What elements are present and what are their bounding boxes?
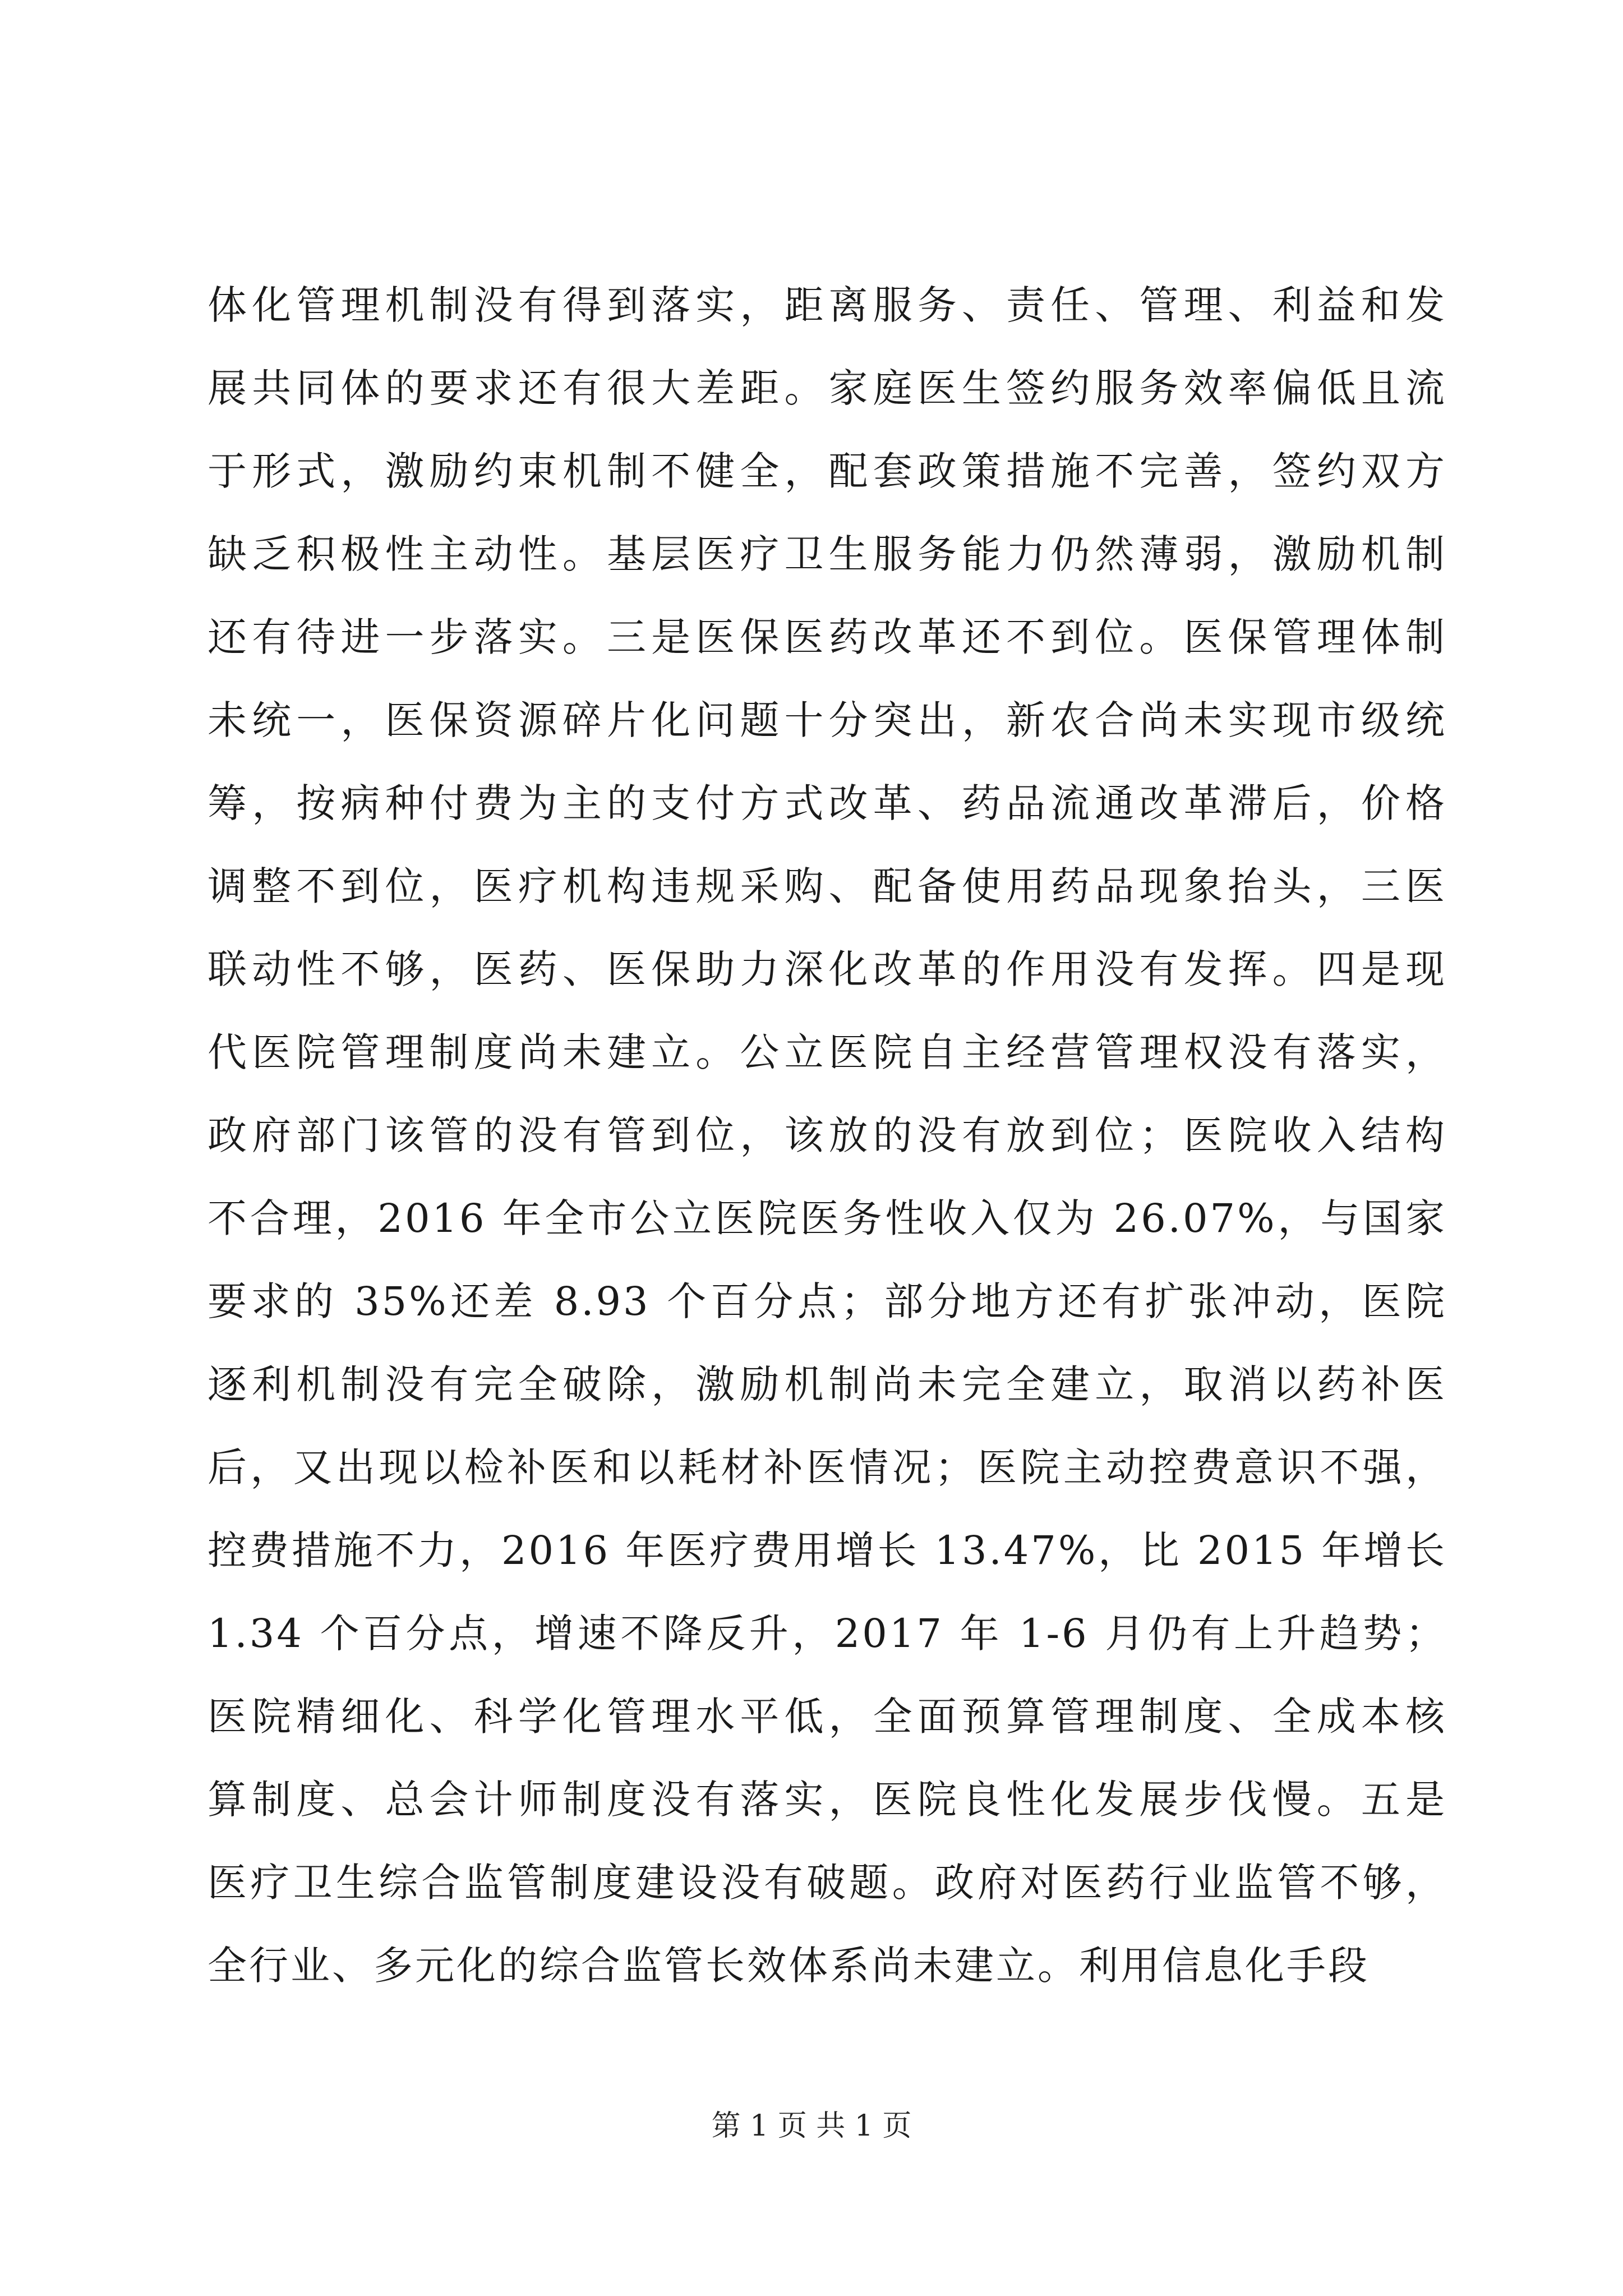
page-footer xyxy=(0,2106,1623,2146)
text-line: 体化管理机制没有得到落实，距离服务、责任、管理、利益和发 xyxy=(208,282,1447,328)
text-line: 代医院管理制度尚未建立。公立医院自主经营管理权没有落实， xyxy=(208,1029,1447,1075)
text-line: 后，又出现以检补医和以耗材补医情况；医院主动控费意识不强， xyxy=(208,1444,1447,1490)
text-line: 不合理，2016 年全市公立医院医务性收入仅为 26.07%，与国家 xyxy=(208,1195,1447,1241)
text-line: 要求的 35%还差 8.93 个百分点；部分地方还有扩张冲动，医院 xyxy=(208,1278,1447,1324)
text-line: 政府部门该管的没有管到位，该放的没有放到位；医院收入结构 xyxy=(208,1112,1447,1158)
text-line: 医疗卫生综合监管制度建设没有破题。政府对医药行业监管不够， xyxy=(208,1860,1447,1906)
page-number: 第 1 页 共 1 页 xyxy=(711,2109,912,2143)
text-line: 于形式，激励约束机制不健全，配套政策措施不完善，签约双方 xyxy=(208,448,1447,494)
text-line: 筹，按病种付费为主的支付方式改革、药品流通改革滞后，价格 xyxy=(208,780,1447,826)
text-line: 缺乏积极性主动性。基层医疗卫生服务能力仍然薄弱，激励机制 xyxy=(208,531,1447,577)
body-text xyxy=(208,264,1447,2007)
text-line: 逐利机制没有完全破除，激励机制尚未完全建立，取消以药补医 xyxy=(208,1361,1447,1407)
text-line: 全行业、多元化的综合监管长效体系尚未建立。利用信息化手段 xyxy=(208,1943,1370,1989)
text-line: 调整不到位，医疗机构违规采购、配备使用药品现象抬头，三医 xyxy=(208,863,1447,909)
text-line: 还有待进一步落实。三是医保医药改革还不到位。医保管理体制 xyxy=(208,614,1447,660)
text-line: 1.34 个百分点，增速不降反升，2017 年 1-6 月仍有上升趋势； xyxy=(208,1611,1447,1657)
text-line: 医院精细化、科学化管理水平低，全面预算管理制度、全成本核 xyxy=(208,1694,1447,1740)
text-line: 展共同体的要求还有很大差距。家庭医生签约服务效率偏低且流 xyxy=(208,365,1447,411)
text-line: 联动性不够，医药、医保助力深化改革的作用没有发挥。四是现 xyxy=(208,946,1447,992)
text-line: 未统一，医保资源碎片化问题十分突出，新农合尚未实现市级统 xyxy=(208,697,1447,743)
text-line: 算制度、总会计师制度没有落实，医院良性化发展步伐慢。五是 xyxy=(208,1777,1447,1823)
text-line: 控费措施不力，2016 年医疗费用增长 13.47%，比 2015 年增长 xyxy=(208,1527,1447,1573)
